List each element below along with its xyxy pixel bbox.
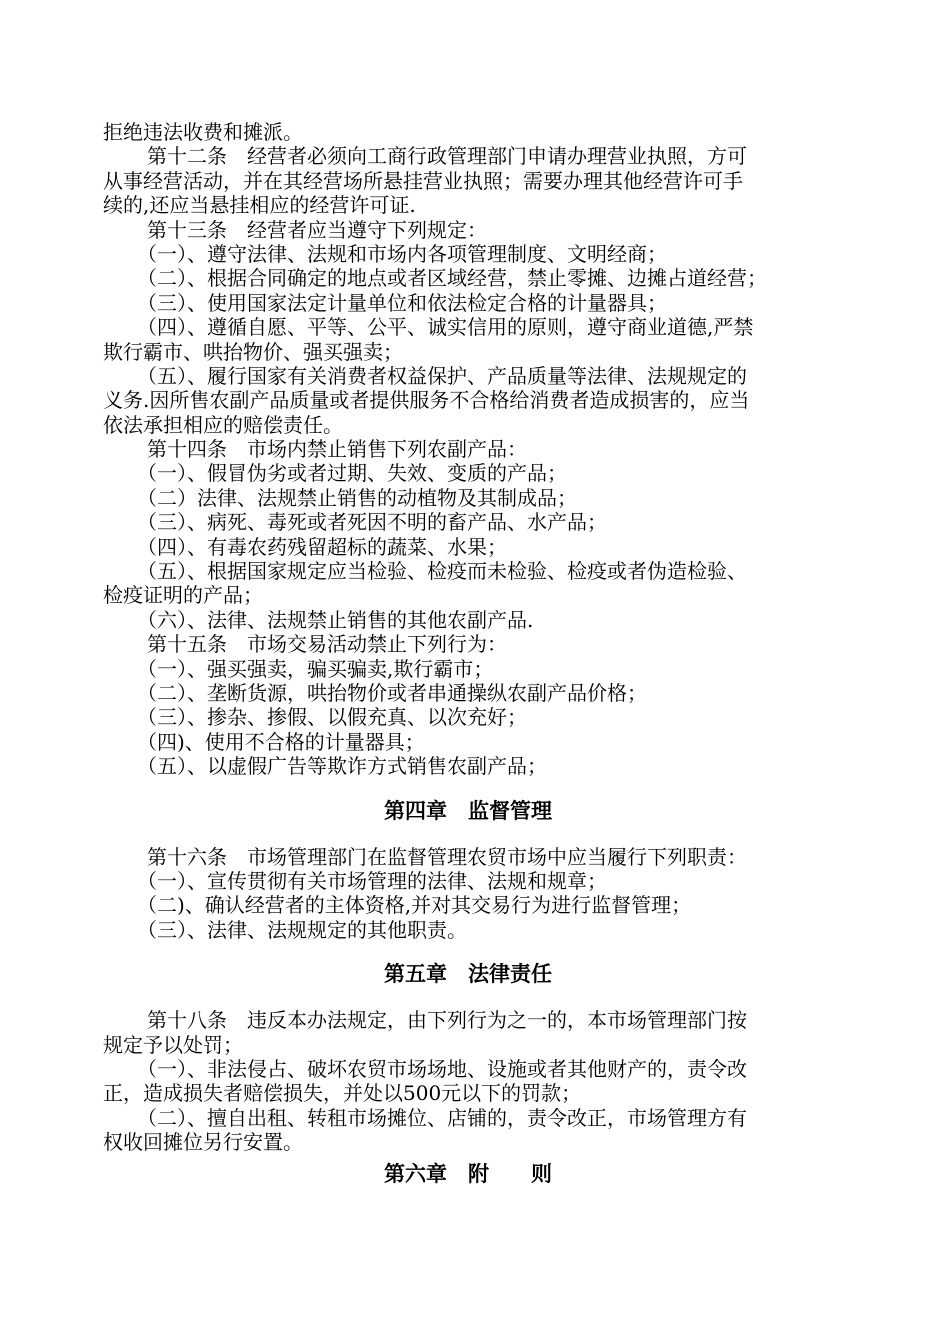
list-item: （四）、遵循自愿、平等、公平、诚实信用的原则，遵守商业道德,严禁	[137, 315, 754, 340]
text-line: 依法承担相应的赔偿责任。	[103, 412, 343, 437]
list-item: （一）、假冒伪劣或者过期、失效、变质的产品；	[137, 461, 567, 486]
list-item: （五）、根据国家规定应当检验、检疫而未检验、检疫或者伪造检验、	[137, 559, 747, 584]
article-15-heading-line: 第十五条 市场交易活动禁止下列行为：	[147, 632, 507, 657]
chapter-5-heading: 第五章 法律责任	[384, 962, 552, 987]
text-line: 续的,还应当悬挂相应的经营许可证.	[103, 193, 416, 218]
list-item: （二)、确认经营者的主体资格,并对其交易行为进行监督管理；	[137, 893, 692, 918]
chapter-4-body	[103, 845, 833, 943]
document-page	[103, 120, 833, 1188]
list-item: （一）、强买强卖，骗买骗卖,欺行霸市；	[137, 656, 494, 681]
article-16-heading-line: 第十六条 市场管理部门在监督管理农贸市场中应当履行下列职责：	[147, 844, 747, 869]
list-item: （二）、擅自出租、转租市场摊位、店铺的，责令改正，市场管理方有	[137, 1105, 747, 1130]
list-item: （一）、非法侵占、破坏农贸市场场地、设施或者其他财产的，责令改	[137, 1056, 747, 1081]
text-line: 从事经营活动，并在其经营场所悬挂营业执照；需要办理其他经营许可手	[103, 168, 743, 193]
article-14-heading-line: 第十四条 市场内禁止销售下列农副产品：	[147, 437, 527, 462]
list-item: （六）、法律、法规禁止销售的其他农副产品.	[137, 607, 534, 632]
list-item: （二）、垄断货源，哄抬物价或者串通操纵农副产品价格；	[137, 680, 647, 705]
list-item: （四）、有毒农药残留超标的蔬菜、水果；	[137, 534, 507, 559]
article-13-heading-line: 第十三条 经营者应当遵守下列规定：	[147, 217, 487, 242]
list-item: （二）、根据合同确定的地点或者区域经营，禁止零摊、边摊占道经营；	[137, 266, 767, 291]
list-item: （三）、病死、毒死或者死因不明的畜产品、水产品；	[137, 510, 607, 535]
list-item: （一）、遵守法律、法规和市场内各项管理制度、文明经商；	[137, 241, 667, 266]
list-item: （五）、履行国家有关消费者权益保护、产品质量等法律、法规规定的	[137, 363, 747, 388]
body-text-top	[103, 120, 833, 779]
list-item: （四)、使用不合格的计量器具；	[137, 729, 425, 754]
list-item: （五）、以虚假广告等欺诈方式销售农副产品；	[137, 754, 547, 779]
article-18-heading-line: 第十八条 违反本办法规定，由下列行为之一的，本市场管理部门按	[147, 1008, 747, 1033]
text-line: 拒绝违法收费和摊派。	[103, 120, 303, 144]
list-item: （三）、法律、法规规定的其他职责。	[137, 917, 467, 942]
chapter-6-heading: 第六章 附 则	[384, 1162, 552, 1187]
list-item: （三）、掺杂、掺假、以假充真、以次充好；	[137, 705, 527, 730]
text-line: 正，造成损失者赔偿损失，并处以500元以下的罚款；	[103, 1081, 582, 1106]
text-line: 欺行霸市、哄抬物价、强买强卖；	[103, 339, 403, 364]
chapter-5-body	[103, 1008, 833, 1154]
article-12-heading-line: 第十二条 经营者必须向工商行政管理部门申请办理营业执照，方可	[147, 144, 747, 169]
text-line: 权收回摊位另行安置。	[103, 1130, 303, 1155]
text-line: 义务.因所售农副产品质量或者提供服务不合格给消费者造成损害的，应当	[103, 388, 750, 413]
text-line: 规定予以处罚；	[103, 1032, 243, 1057]
list-item: （二）法律、法规禁止销售的动植物及其制成品；	[137, 485, 577, 510]
text-line: 检疫证明的产品；	[103, 583, 263, 608]
chapter-4-heading: 第四章 监督管理	[384, 798, 552, 823]
list-item: （一）、宣传贯彻有关市场管理的法律、法规和规章；	[137, 868, 607, 893]
list-item: （三）、使用国家法定计量单位和依法检定合格的计量器具；	[137, 290, 667, 315]
